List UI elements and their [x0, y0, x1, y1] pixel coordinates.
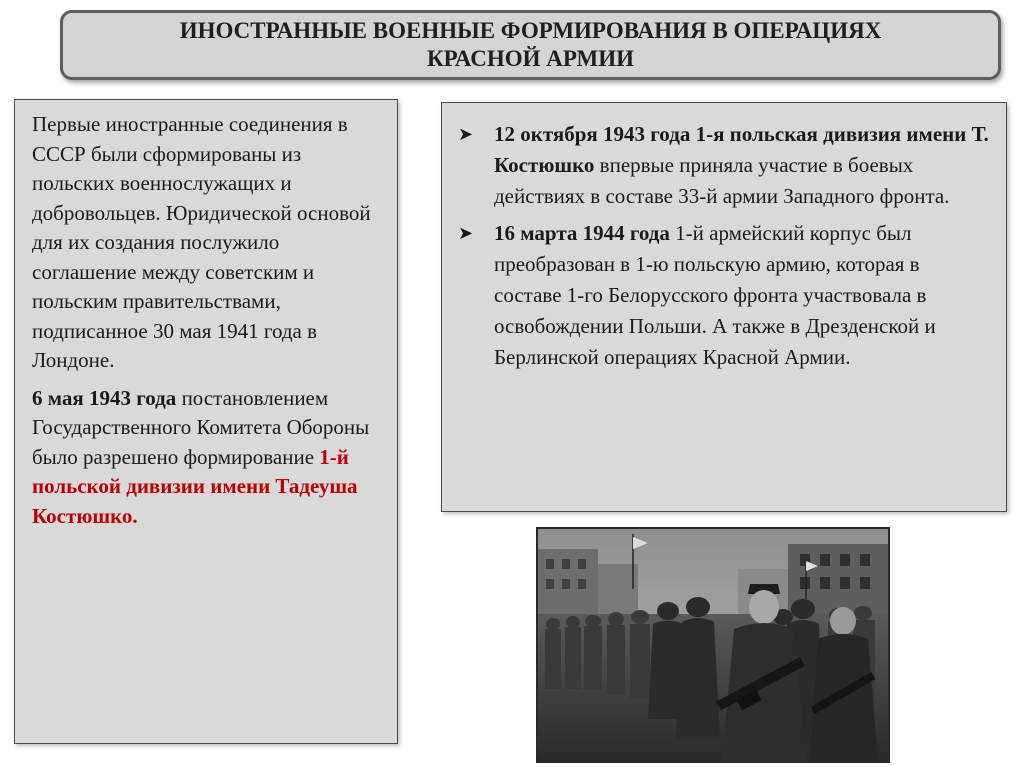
bullet-2-bold: 16 марта 1944 года — [494, 221, 670, 245]
bullet-1-bold: 12 октября 1943 года 1-я польская дивизия имени Т. Костюшко — [494, 122, 989, 177]
left-paragraph-2-text: постановлением Государственного Комитета Обороны было разрешено формирование — [32, 385, 370, 469]
bullet-2-body: 1-й армейский корпус был преобразован в 1-ю польскую армию, которая в составе 1-го Белорусского фронта участвовала в освобождении Польши. А также в Дрезденской и Берлинской операциях Красной Армии. — [494, 221, 936, 369]
division-name-highlight: 1-й польской дивизии имени Тадеуша Костюшко. — [32, 444, 358, 528]
bullet-item-1 — [456, 119, 992, 212]
soldiers-photo — [536, 527, 890, 763]
left-text-panel — [14, 99, 398, 744]
right-text-panel — [441, 102, 1007, 512]
bullet-1-text — [488, 119, 992, 212]
arrow-bullet-icon: ➤ — [458, 223, 474, 243]
left-paragraph-1: Первые иностранные соединения в СССР были сформированы из польских военнослужащих и добровольцев. Юридической основой для их создания послужило соглашение между советским и польским правительствами, подписанное 30 мая 1941 года в Лондоне. — [32, 112, 371, 372]
bullet-1-body: впервые приняла участие в боевых действиях в составе 33-й армии Западного фронта. — [494, 153, 950, 208]
slide-title-line2: КРАСНОЙ АРМИИ — [427, 46, 634, 71]
arrow-bullet-icon: ➤ — [458, 124, 474, 144]
bullet-item-2 — [456, 218, 992, 373]
slide-title — [60, 10, 1001, 80]
bullet-2-text — [488, 218, 992, 373]
slide-title-line1: ИНОСТРАННЫЕ ВОЕННЫЕ ФОРМИРОВАНИЯ В ОПЕРАЦИЯХ — [179, 18, 882, 43]
date-1943-may: 6 мая 1943 года — [32, 385, 177, 410]
soldiers-photo-illustration — [538, 529, 888, 761]
left-paragraph-2 — [32, 384, 387, 532]
